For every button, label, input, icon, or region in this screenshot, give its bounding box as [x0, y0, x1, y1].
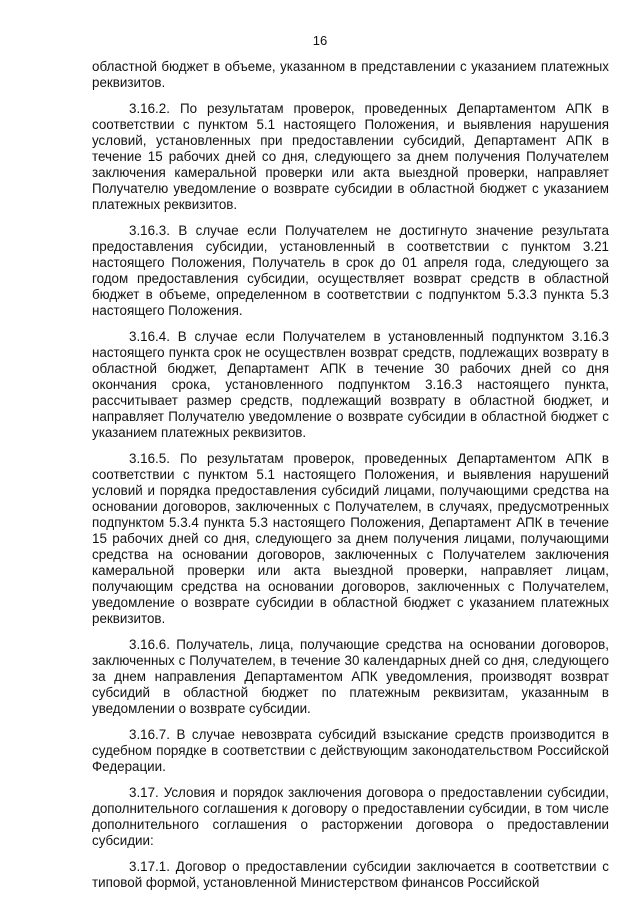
paragraph-3-16-4: 3.16.4. В случае если Получателем в установленный подпунктом 3.16.3 настоящего пункта срок не осуществлен возврат средств, подлежащих возврату в областной бюджет, Департамент АПК в течение 30 рабочих дней со дня окончания срока, установленного подпунктом 3.16.3 настоящего пункта, рассчитывает размер средств, подлежащий возврату в областной бюджет, и направляет Получателю уведомление о возврате субсидии в областной бюджет с указанием платежных реквизитов.: [92, 329, 609, 440]
paragraph-3-16-6: 3.16.6. Получатель, лица, получающие средства на основании договоров, заключенных с Получателем, в течение 30 календарных дней со дня, следующего за днем направления Департаментом АПК уведомления, производят возврат субсидий в областной бюджет по платежным реквизитам, указанным в уведомлении о возврате субсидии.: [92, 637, 609, 716]
paragraph-3-17: 3.17. Условия и порядок заключения договора о предоставлении субсидии, дополнительного соглашения к договору о предоставлении субсидии, в том числе дополнительного соглашения о расторжении договора о предоставлении субсидии:: [92, 785, 609, 848]
document-body: [92, 59, 609, 891]
paragraph-3-17-1: 3.17.1. Договор о предоставлении субсидии заключается в соответствии с типовой формой, установленной Министерством финансов Российской: [92, 859, 609, 890]
page-number: 16: [312, 33, 328, 48]
paragraph-3-16-3: 3.16.3. В случае если Получателем не достигнуто значение результата предоставления субсидии, установленный в соответствии с пунктом 3.21 настоящего Положения, Получатель в срок до 01 апреля года, следующего за годом предоставления субсидии, осуществляет возврат средств в областной бюджет в объеме, определенном в соответствии с подпунктом 5.3.3 пункта 5.3 настоящего Положения.: [92, 223, 609, 318]
paragraph-continuation: областной бюджет в объеме, указанном в представлении с указанием платежных реквизитов.: [92, 59, 609, 90]
paragraph-3-16-7: 3.16.7. В случае невозврата субсидий взыскание средств производится в судебном порядке в соответствии с действующим законодательством Российской Федерации.: [92, 727, 609, 774]
paragraph-3-16-2: 3.16.2. По результатам проверок, проведенных Департаментом АПК в соответствии с пунктом 5.1 настоящего Положения, и выявления нарушения условий, установленных при предоставлении субсидий, Департамент АПК в течение 15 рабочих дней со дня, следующего за днем получения Получателем заключения камеральной проверки или акта выездной проверки, направляет Получателю уведомление о возврате субсидии в областной бюджет с указанием платежных реквизитов.: [92, 101, 609, 212]
paragraph-3-16-5: 3.16.5. По результатам проверок, проведенных Департаментом АПК в соответствии с пунктом 5.1 настоящего Положения, и выявления нарушений условий и порядка предоставления субсидий лицами, получающими средства на основании договоров, заключенных с Получателем, в случаях, предусмотренных подпунктом 5.3.4 пункта 5.3 настоящего Положения, Департамент АПК в течение 15 рабочих дней со дня, следующего за днем получения лицами, получающими средства на основании договоров, заключенных с Получателем заключения камеральной проверки или акта выездной проверки, направляет лицам, получающим средства на основании договоров, заключенных с Получателем, уведомление о возврате субсидии в областной бюджет с указанием платежных реквизитов.: [92, 451, 609, 626]
